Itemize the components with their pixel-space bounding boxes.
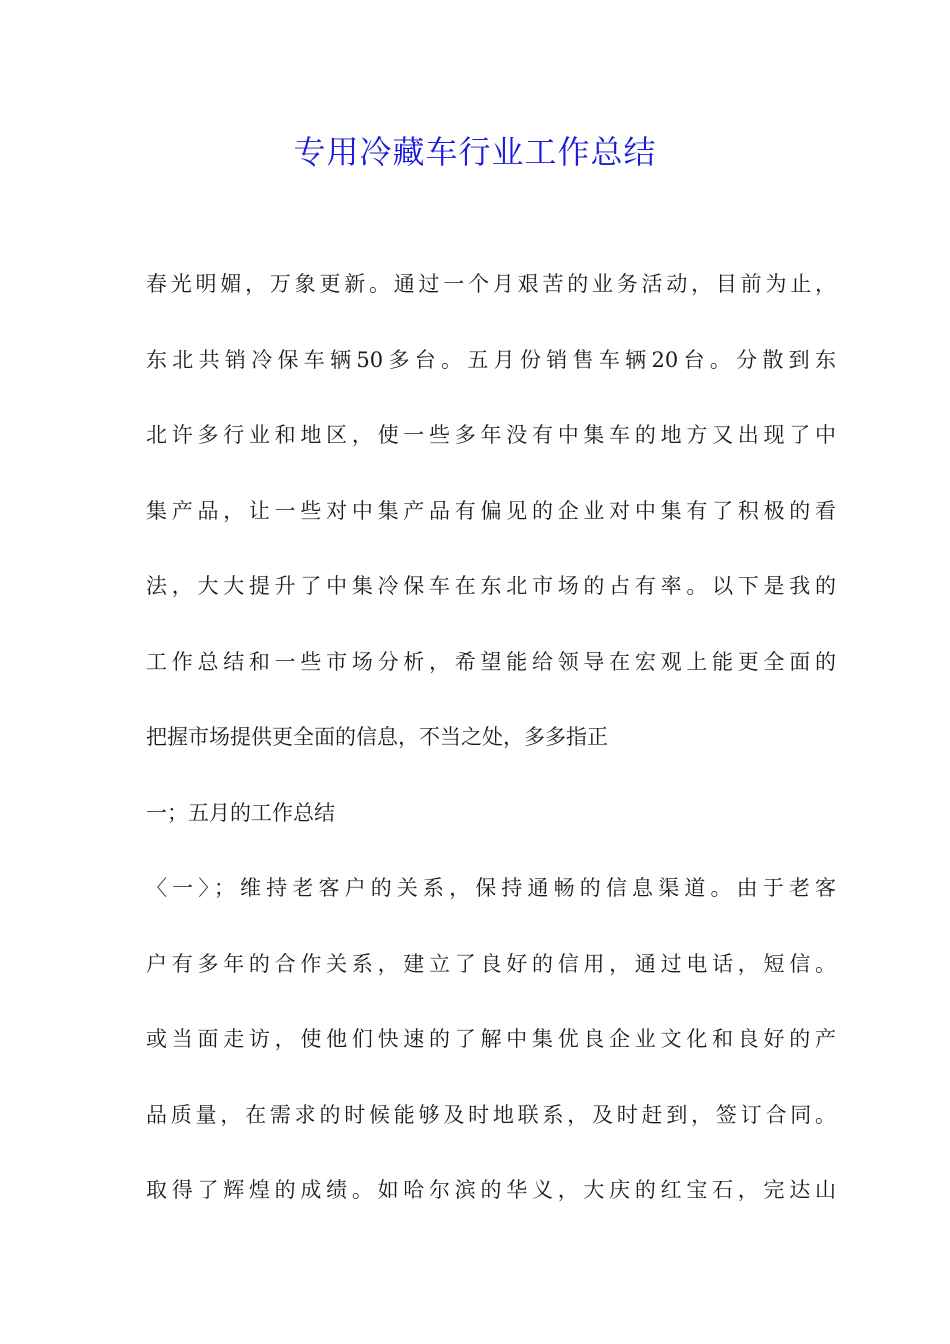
section-heading: 一；五月的工作总结 <box>146 800 335 825</box>
paragraph-line: 东北共销冷保车辆50多台。五月份销售车辆20台。分散到东 <box>146 347 836 372</box>
paragraph-line: 取得了辉煌的成绩。如哈尔滨的华义，大庆的红宝石，完达山 <box>146 1178 836 1202</box>
paragraph-line: 或当面走访，使他们快速的了解中集优良企业文化和良好的产 <box>146 1027 836 1051</box>
paragraph-line: 北许多行业和地区，使一些多年没有中集车的地方又出现了中 <box>146 423 836 447</box>
paragraph-line: 春光明媚，万象更新。通过一个月艰苦的业务活动，目前为止， <box>146 272 836 296</box>
paragraph-line: 法，大大提升了中集冷保车在东北市场的占有率。以下是我的 <box>146 574 836 598</box>
paragraph-line: 把握市场提供更全面的信息，不当之处，多多指正 <box>146 725 608 749</box>
document-title: 专用冷藏车行业工作总结 <box>293 133 657 171</box>
paragraph-line: 工作总结和一些市场分析，希望能给领导在宏观上能更全面的 <box>146 649 836 674</box>
paragraph-line: 品质量，在需求的时候能够及时地联系，及时赶到，签订合同。 <box>146 1102 836 1127</box>
paragraph-line: 集产品，让一些对中集产品有偏见的企业对中集有了积极的看 <box>146 498 836 523</box>
document-body <box>146 262 836 1244</box>
paragraph-line: 户有多年的合作关系，建立了良好的信用，通过电话，短信。 <box>146 951 836 976</box>
paragraph-line: 〈一〉；维持老客户的关系，保持通畅的信息渠道。由于老客 <box>146 876 836 900</box>
